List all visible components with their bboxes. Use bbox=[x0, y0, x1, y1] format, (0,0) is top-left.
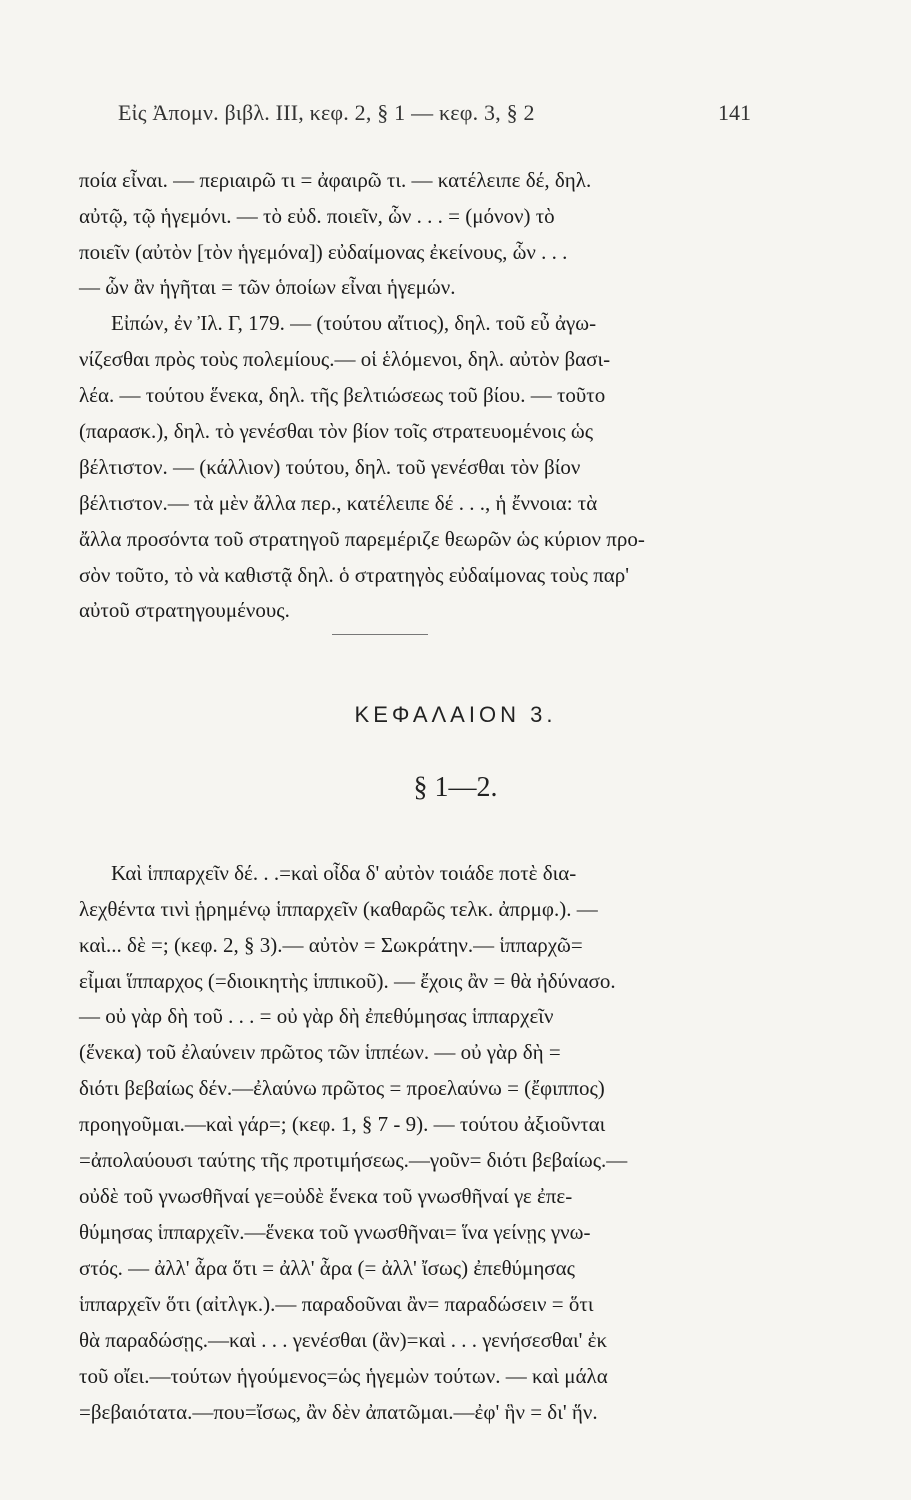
page-number: 141 bbox=[718, 100, 751, 125]
running-head-title: Εἰς Ἀπομν. βιβλ. III, κεφ. 2, § 1 — κεφ. 3, § 2 bbox=[118, 100, 535, 125]
commentary-line: νίζεσθαι πρὸς τοὺς πολεμίους.— οἱ ἑλόμενοι, δηλ. αὐτὸν βασι- bbox=[79, 347, 611, 371]
section-divider bbox=[332, 634, 428, 635]
commentary-line: (παρασκ.), δηλ. τὸ γενέσθαι τὸν βίον τοῖς στρατευομένοις ὡς bbox=[79, 419, 594, 443]
section-line: =βεβαιότατα.—που=ἴσως, ἂν δὲν ἀπατῶμαι.—ἐφ' ἣν = δι' ἥν. bbox=[79, 1400, 598, 1424]
section-line: θύμησας ἱππαρχεῖν.—ἕνεκα τοῦ γνωσθῆναι= ἵνα γείνῃς γνω- bbox=[79, 1220, 591, 1244]
section-line: θὰ παραδώσῃς.—καὶ . . . γενέσθαι (ἂν)=καὶ . . . γενήσεσθαι' ἐκ bbox=[79, 1328, 608, 1352]
commentary-line: σὸν τοῦτο, τὸ νὰ καθιστᾷ δηλ. ὁ στρατηγὸς εὐδαίμονας τοὺς παρ' bbox=[79, 563, 630, 587]
section-line: καὶ... δὲ =; (κεφ. 2, § 3).— αὐτὸν = Σωκράτην.— ἱππαρχῶ= bbox=[79, 933, 583, 957]
commentary-line: Εἰπών, ἐν Ἰλ. Γ, 179. — (τούτου αἴτιος), δηλ. τοῦ εὖ ἀγω- bbox=[111, 311, 597, 335]
section-line: Καὶ ἱππαρχεῖν δέ. . .=καὶ οἶδα δ' αὐτὸν τοιάδε ποτὲ δια- bbox=[111, 861, 577, 885]
section-line: ἱππαρχεῖν ὅτι (αἰτλγκ.).— παραδοῦναι ἂν= παραδώσειν = ὅτι bbox=[79, 1292, 594, 1316]
commentary-line: ποία εἶναι. — περιαιρῶ τι = ἀφαιρῶ τι. — κατέλειπε δέ, δηλ. bbox=[79, 168, 592, 192]
section-line: (ἕνεκα) τοῦ ἐλαύνειν πρῶτος τῶν ἱππέων. — οὐ γὰρ δὴ = bbox=[79, 1040, 561, 1064]
section-line: =ἀπολαύουσι ταύτης τῆς προτιμήσεως.—γοῦν= διότι βεβαίως.— bbox=[79, 1148, 628, 1172]
chapter-heading: ΚΕΦΑΛΑΙΟΝ 3. bbox=[354, 702, 557, 727]
section-line: διότι βεβαίως δέν.—ἐλαύνω πρῶτος = προελαύνω = (ἔφιππος) bbox=[79, 1076, 605, 1100]
commentary-line: ποιεῖν (αὐτὸν [τὸν ἡγεμόνα]) εὐδαίμονας ἐκείνους, ὧν . . . bbox=[79, 240, 568, 264]
section-line: εἶμαι ἵππαρχος (=διοικητὴς ἱππικοῦ). — ἔχοις ἂν = θὰ ἠδύνασο. bbox=[79, 969, 616, 993]
commentary-line: αὐτῷ, τῷ ἡγεμόνι. — τὸ εὐδ. ποιεῖν, ὧν . . . = (μόνον) τὸ bbox=[79, 204, 555, 228]
section-line: στός. — ἀλλ' ἆρα ὅτι = ἀλλ' ἆρα (= ἀλλ' ἴσως) ἐπεθύμησας bbox=[79, 1256, 575, 1280]
section-line: — οὐ γὰρ δὴ τοῦ . . . = οὐ γὰρ δὴ ἐπεθύμησας ἱππαρχεῖν bbox=[79, 1004, 554, 1028]
commentary-line: αὐτοῦ στρατηγουμένους. bbox=[79, 598, 290, 622]
commentary-line: — ὧν ἂν ἡγῆται = τῶν ὁποίων εἶναι ἡγεμών. bbox=[79, 275, 456, 299]
commentary-line: ἄλλα προσόντα τοῦ στρατηγοῦ παρεμέριζε θεωρῶν ὡς κύριον προ- bbox=[79, 527, 645, 551]
commentary-line: βέλτιστον. — (κάλλιον) τούτου, δηλ. τοῦ γενέσθαι τὸν βίον bbox=[79, 455, 581, 479]
section-line: οὐδὲ τοῦ γνωσθῆναί γε=οὐδὲ ἕνεκα τοῦ γνωσθῆναί γε ἐπε- bbox=[79, 1184, 573, 1208]
running-head bbox=[0, 100, 911, 132]
section-heading: § 1—2. bbox=[413, 772, 498, 803]
section-line: προηγοῦμαι.—καὶ γάρ=; (κεφ. 1, § 7 - 9). — τούτου ἀξιοῦνται bbox=[79, 1112, 606, 1136]
section-line: τοῦ οἴει.—τούτων ἡγούμενος=ὡς ἡγεμὼν τούτων. — καὶ μάλα bbox=[79, 1364, 608, 1388]
section-line: λεχθέντα τινὶ ᾑρημένῳ ἱππαρχεῖν (καθαρῶς τελκ. ἀπρμφ.). — bbox=[79, 897, 598, 921]
commentary-line: λέα. — τούτου ἕνεκα, δηλ. τῆς βελτιώσεως τοῦ βίου. — τοῦτο bbox=[79, 383, 606, 407]
commentary-line: βέλτιστον.— τὰ μὲν ἄλλα περ., κατέλειπε δέ . . ., ἡ ἔννοια: τὰ bbox=[79, 491, 598, 515]
